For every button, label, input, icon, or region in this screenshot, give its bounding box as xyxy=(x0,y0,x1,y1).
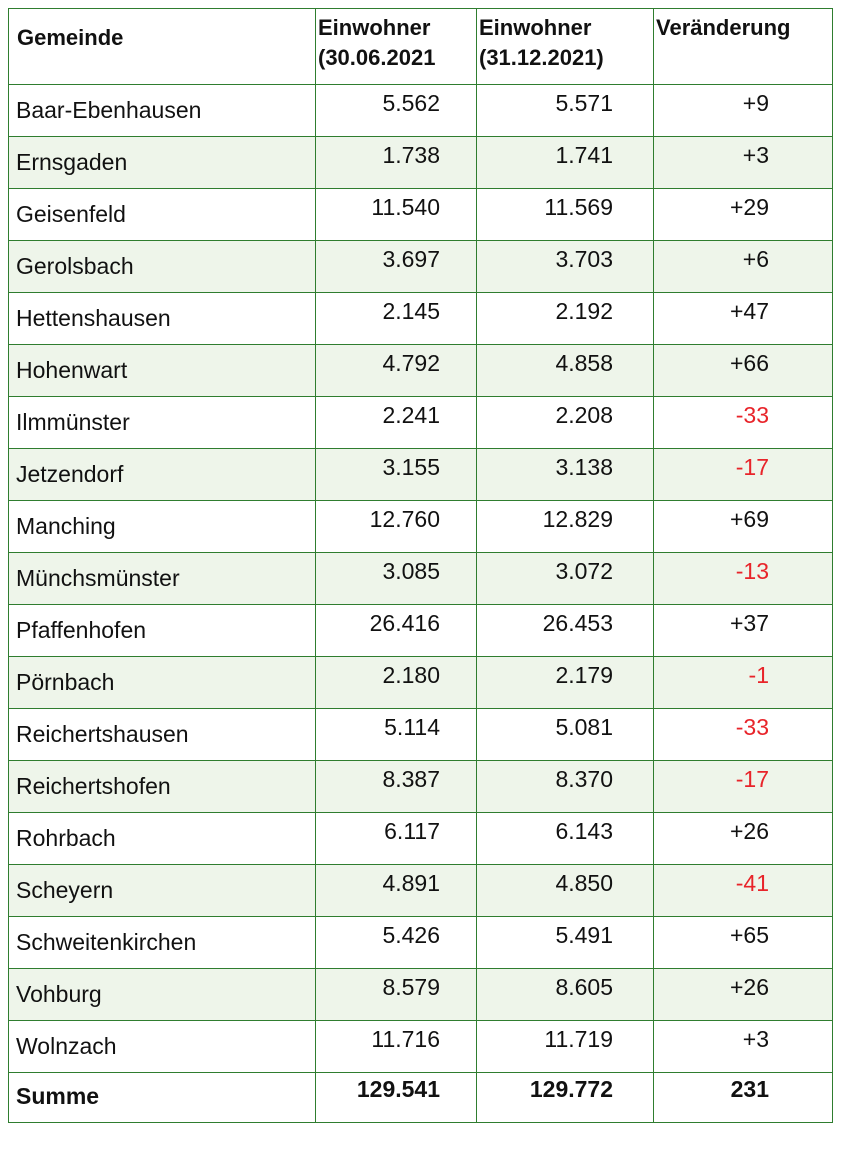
table-row xyxy=(9,917,833,969)
table-row xyxy=(9,137,833,189)
cell-veraenderung: +3 xyxy=(654,137,833,189)
cell-gemeinde: Vohburg xyxy=(9,969,316,1021)
cell-einwohner-2021-06: 26.416 xyxy=(316,605,477,657)
cell-einwohner-2021-06: 3.085 xyxy=(316,553,477,605)
cell-einwohner-2021-12: 3.138 xyxy=(477,449,654,501)
table-row xyxy=(9,501,833,553)
population-table-container xyxy=(8,8,833,1123)
cell-veraenderung: +66 xyxy=(654,345,833,397)
cell-einwohner-2021-12: 4.858 xyxy=(477,345,654,397)
cell-veraenderung: -17 xyxy=(654,449,833,501)
cell-einwohner-2021-12: 3.072 xyxy=(477,553,654,605)
cell-einwohner-2021-12: 2.192 xyxy=(477,293,654,345)
summary-label: Summe xyxy=(9,1073,316,1123)
cell-gemeinde: Hohenwart xyxy=(9,345,316,397)
table-row xyxy=(9,85,833,137)
cell-veraenderung: +26 xyxy=(654,969,833,1021)
population-table xyxy=(8,8,833,1123)
cell-einwohner-2021-12: 6.143 xyxy=(477,813,654,865)
cell-veraenderung: +47 xyxy=(654,293,833,345)
cell-einwohner-2021-06: 2.180 xyxy=(316,657,477,709)
cell-veraenderung: +9 xyxy=(654,85,833,137)
summary-row xyxy=(9,1073,833,1123)
table-row xyxy=(9,605,833,657)
summary-veraenderung: 231 xyxy=(654,1073,833,1123)
cell-veraenderung: -17 xyxy=(654,761,833,813)
cell-veraenderung: -41 xyxy=(654,865,833,917)
cell-gemeinde: Schweitenkirchen xyxy=(9,917,316,969)
cell-einwohner-2021-06: 3.697 xyxy=(316,241,477,293)
header-einwohner-2021-06-line2: (30.06.2021 xyxy=(318,45,436,70)
table-header xyxy=(9,9,833,85)
cell-gemeinde: Baar-Ebenhausen xyxy=(9,85,316,137)
header-row xyxy=(9,9,833,85)
cell-gemeinde: Wolnzach xyxy=(9,1021,316,1073)
cell-einwohner-2021-12: 11.569 xyxy=(477,189,654,241)
table-row xyxy=(9,657,833,709)
table-row xyxy=(9,1021,833,1073)
header-einwohner-2021-06-line1: Einwohner xyxy=(318,15,431,40)
cell-gemeinde: Reichertshausen xyxy=(9,709,316,761)
cell-einwohner-2021-06: 12.760 xyxy=(316,501,477,553)
cell-einwohner-2021-12: 8.605 xyxy=(477,969,654,1021)
cell-einwohner-2021-06: 5.426 xyxy=(316,917,477,969)
cell-einwohner-2021-12: 5.491 xyxy=(477,917,654,969)
cell-gemeinde: Rohrbach xyxy=(9,813,316,865)
cell-veraenderung: +69 xyxy=(654,501,833,553)
cell-veraenderung: -1 xyxy=(654,657,833,709)
header-gemeinde: Gemeinde xyxy=(9,9,316,85)
table-row xyxy=(9,969,833,1021)
cell-gemeinde: Gerolsbach xyxy=(9,241,316,293)
summary-einwohner-2021-12: 129.772 xyxy=(477,1073,654,1123)
cell-gemeinde: Jetzendorf xyxy=(9,449,316,501)
cell-einwohner-2021-06: 2.241 xyxy=(316,397,477,449)
cell-veraenderung: -33 xyxy=(654,397,833,449)
cell-veraenderung: +29 xyxy=(654,189,833,241)
table-row xyxy=(9,709,833,761)
table-row xyxy=(9,813,833,865)
header-einwohner-2021-12-line1: Einwohner xyxy=(479,15,592,40)
table-row xyxy=(9,449,833,501)
cell-gemeinde: Münchsmünster xyxy=(9,553,316,605)
cell-gemeinde: Pfaffenhofen xyxy=(9,605,316,657)
header-einwohner-2021-12-line2: (31.12.2021) xyxy=(479,45,604,70)
table-row xyxy=(9,241,833,293)
cell-einwohner-2021-06: 5.114 xyxy=(316,709,477,761)
cell-einwohner-2021-06: 3.155 xyxy=(316,449,477,501)
table-row xyxy=(9,761,833,813)
header-einwohner-2021-06 xyxy=(316,9,477,85)
cell-einwohner-2021-06: 11.716 xyxy=(316,1021,477,1073)
cell-gemeinde: Pörnbach xyxy=(9,657,316,709)
summary-einwohner-2021-06: 129.541 xyxy=(316,1073,477,1123)
cell-einwohner-2021-06: 6.117 xyxy=(316,813,477,865)
cell-veraenderung: +65 xyxy=(654,917,833,969)
cell-einwohner-2021-12: 26.453 xyxy=(477,605,654,657)
cell-einwohner-2021-12: 5.571 xyxy=(477,85,654,137)
cell-einwohner-2021-12: 2.208 xyxy=(477,397,654,449)
table-footer xyxy=(9,1073,833,1123)
cell-einwohner-2021-12: 11.719 xyxy=(477,1021,654,1073)
cell-einwohner-2021-12: 12.829 xyxy=(477,501,654,553)
cell-einwohner-2021-06: 1.738 xyxy=(316,137,477,189)
cell-einwohner-2021-12: 4.850 xyxy=(477,865,654,917)
cell-einwohner-2021-12: 5.081 xyxy=(477,709,654,761)
table-row xyxy=(9,553,833,605)
cell-einwohner-2021-06: 2.145 xyxy=(316,293,477,345)
cell-einwohner-2021-12: 8.370 xyxy=(477,761,654,813)
header-einwohner-2021-12 xyxy=(477,9,654,85)
cell-veraenderung: -13 xyxy=(654,553,833,605)
cell-einwohner-2021-12: 2.179 xyxy=(477,657,654,709)
cell-gemeinde: Manching xyxy=(9,501,316,553)
cell-gemeinde: Ilmmünster xyxy=(9,397,316,449)
cell-einwohner-2021-06: 8.387 xyxy=(316,761,477,813)
cell-veraenderung: +6 xyxy=(654,241,833,293)
table-row xyxy=(9,397,833,449)
cell-veraenderung: +3 xyxy=(654,1021,833,1073)
cell-veraenderung: +37 xyxy=(654,605,833,657)
table-row xyxy=(9,293,833,345)
cell-gemeinde: Hettenshausen xyxy=(9,293,316,345)
cell-veraenderung: -33 xyxy=(654,709,833,761)
table-body xyxy=(9,85,833,1073)
cell-gemeinde: Geisenfeld xyxy=(9,189,316,241)
cell-gemeinde: Ernsgaden xyxy=(9,137,316,189)
cell-veraenderung: +26 xyxy=(654,813,833,865)
cell-einwohner-2021-06: 11.540 xyxy=(316,189,477,241)
table-row xyxy=(9,189,833,241)
cell-gemeinde: Scheyern xyxy=(9,865,316,917)
cell-einwohner-2021-06: 4.891 xyxy=(316,865,477,917)
table-row xyxy=(9,345,833,397)
cell-einwohner-2021-12: 1.741 xyxy=(477,137,654,189)
cell-einwohner-2021-06: 5.562 xyxy=(316,85,477,137)
table-row xyxy=(9,865,833,917)
cell-einwohner-2021-06: 8.579 xyxy=(316,969,477,1021)
cell-einwohner-2021-12: 3.703 xyxy=(477,241,654,293)
cell-einwohner-2021-06: 4.792 xyxy=(316,345,477,397)
header-veraenderung: Veränderung xyxy=(654,9,833,85)
cell-gemeinde: Reichertshofen xyxy=(9,761,316,813)
